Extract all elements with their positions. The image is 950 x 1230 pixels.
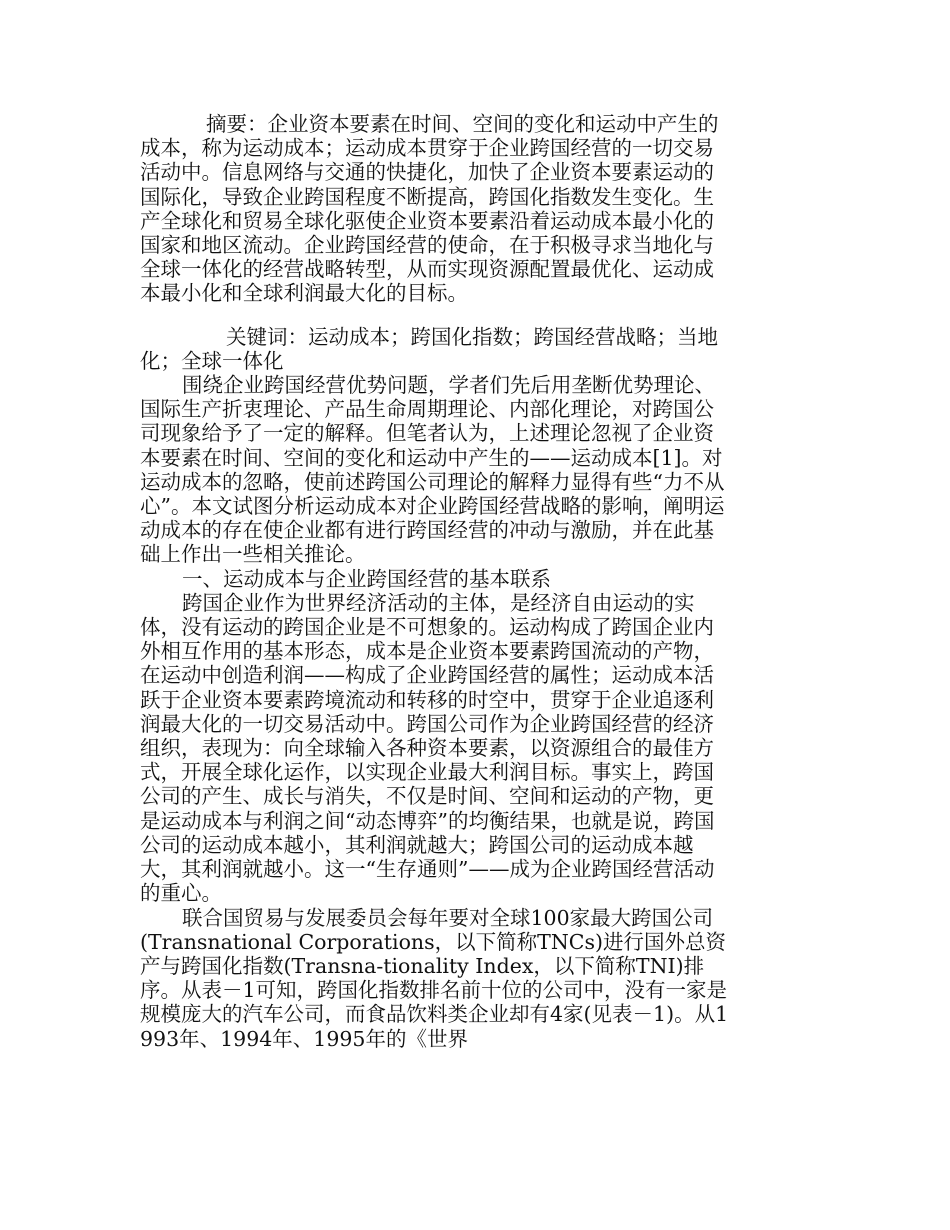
abstract-paragraph: 摘要：企业资本要素在时间、空间的变化和运动中产生的成本，称为运动成本；运动成本贯穿于企业跨国经营的一切交易活动中。信息网络与交通的快捷化，加快了企业资本要素运动的国际化，导致企业跨国程度不断提高，跨国化指数发生变化。生产全球化和贸易全球化驱使企业资本要素沿着运动成本最小化的国家和地区流动。企业跨国经营的使命，在于积极寻求当地化与全球一体化的经营战略转型，从而实现资源配置最优化、运动成本最小化和全球利润最大化的目标。 <box>140 112 719 306</box>
section-heading: 一、运动成本与企业跨国经营的基本联系 <box>182 566 551 591</box>
document-page <box>140 112 732 1051</box>
intro-paragraph: 围绕企业跨国经营优势问题，学者们先后用垄断优势理论、国际生产折衷理论、产品生命周期理论、内部化理论，对跨国公司现象给予了一定的解释。但笔者认为，上述理论忽视了企业资本要素在时间、空间的变化和运动中产生的——运动成本[1]。对运动成本的忽略，使前述跨国公司理论的解释力显得有些“力不从心”。本文试图分析运动成本对企业跨国经营战略的影响，阐明运动成本的存在使企业都有进行跨国经营的冲动与激励，并在此基础上作出一些相关推论。 <box>140 373 725 567</box>
body-paragraph: 联合国贸易与发展委员会每年要对全球100家最大跨国公司(Transnational Corporations，以下简称TNCs)进行国外总资产与跨国化指数(Transna-tionality Index，以下简称TNI)排序。从表－1可知，跨国化指数排名前十位的公司中，没有一家是规模庞大的汽车公司，而食品饮料类企业却有4家(见表－1)。从1993年、1994年、1995年的《世界 <box>140 905 729 1051</box>
body-paragraph: 跨国企业作为世界经济活动的主体，是经济自由运动的实体，没有运动的跨国企业是不可想象的。运动构成了跨国企业内外相互作用的基本形态，成本是企业资本要素跨国流动的产物，在运动中创造利润——构成了企业跨国经营的属性；运动成本活跃于企业资本要素跨境流动和转移的时空中，贯穿于企业追逐利润最大化的一切交易活动中。跨国公司作为企业跨国经营的经济组织，表现为：向全球输入各种资本要素，以资源组合的最佳方式，开展全球化运作，以实现企业最大利润目标。事实上，跨国公司的产生、成长与消失，不仅是时间、空间和运动的产物，更是运动成本与利润之间“动态博弈”的均衡结果，也就是说，跨国公司的运动成本越小，其利润就越大；跨国公司的运动成本越大，其利润就越小。这一“生存通则”——成为企业跨国经营活动的重心。 <box>140 590 715 906</box>
keywords-paragraph: 关键词：运动成本；跨国化指数；跨国经营战略；当地化；全球一体化 <box>140 324 718 373</box>
